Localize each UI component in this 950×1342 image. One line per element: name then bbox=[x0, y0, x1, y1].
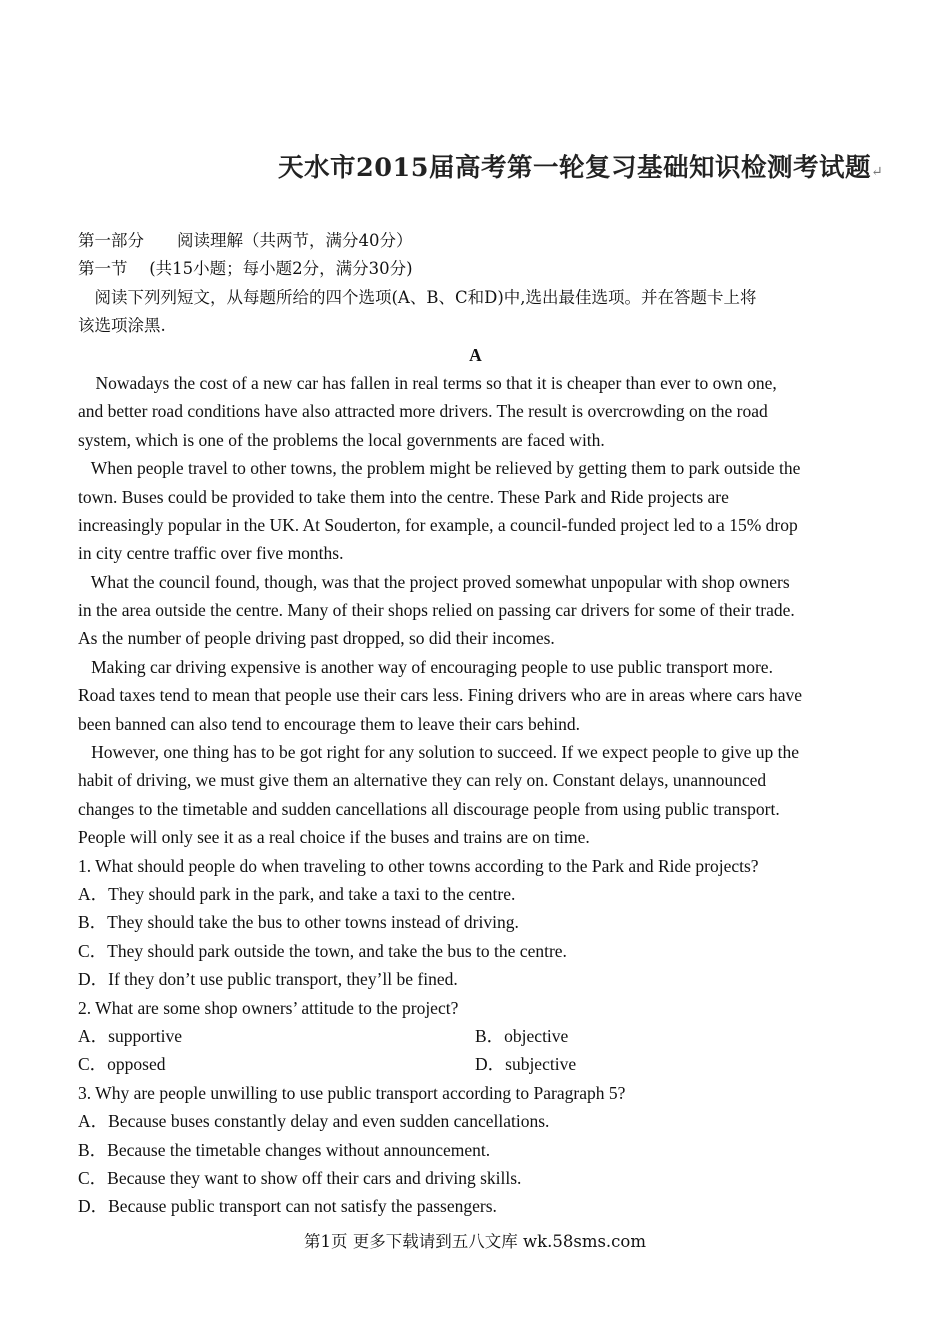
option-d: D．Because public transport can not satisfy the passengers. bbox=[78, 1196, 497, 1217]
passage-line: in the area outside the centre. Many of their shops relied on passing car drivers for some of their trade. bbox=[78, 600, 795, 621]
passage-line: People will only see it as a real choice if the buses and trains are on time. bbox=[78, 827, 590, 848]
question-text: 1. What should people do when traveling to other towns according to the Park and Ride projects? bbox=[78, 855, 759, 876]
option-a: A．They should park in the park, and take a taxi to the centre. bbox=[78, 883, 516, 904]
question-1 bbox=[78, 852, 873, 994]
document-body bbox=[78, 227, 873, 1221]
option-c: C．Because they want to show off their cars and driving skills. bbox=[78, 1167, 522, 1188]
option-b: B．objective bbox=[475, 1025, 569, 1046]
passage-line: However, one thing has to be got right for any solution to succeed. If we expect people to give up the bbox=[78, 742, 799, 763]
question-text: 2. What are some shop owners’ attitude to the project? bbox=[78, 997, 459, 1018]
passage-line: When people travel to other towns, the problem might be relieved by getting them to park outside the bbox=[78, 458, 801, 479]
passage-line: in city centre traffic over five months. bbox=[78, 543, 344, 564]
page-footer: 第1页 更多下载请到五八文库 wk.58sms.com bbox=[304, 1232, 646, 1251]
passage-line: system, which is one of the problems the local governments are faced with. bbox=[78, 429, 605, 450]
passage-line: changes to the timetable and sudden cancellations all discourage people from using public transport. bbox=[78, 798, 780, 819]
option-d: D．subjective bbox=[475, 1054, 577, 1075]
option-row bbox=[78, 1050, 873, 1078]
passage-label: A bbox=[469, 344, 482, 365]
passage-line: increasingly popular in the UK. At Souderton, for example, a council-funded project led to a 15% drop bbox=[78, 514, 798, 535]
option-d: D．If they don’t use public transport, they’ll be fined. bbox=[78, 969, 458, 990]
passage-line: As the number of people driving past dropped, so did their incomes. bbox=[78, 628, 555, 649]
option-c: C．They should park outside the town, and take the bus to the centre. bbox=[78, 940, 567, 961]
passage bbox=[78, 369, 873, 852]
section-heading: 第一节 (共15小题；每小题2分，满分30分) bbox=[78, 259, 413, 279]
passage-line: habit of driving, we must give them an alternative they can rely on. Constant delays, unannounced bbox=[78, 770, 767, 791]
option-b: B．They should take the bus to other towns instead of driving. bbox=[78, 912, 519, 933]
option-c: C．opposed bbox=[78, 1054, 166, 1075]
passage-line: What the council found, though, was that the project proved somewhat unpopular with shop owners bbox=[78, 571, 790, 592]
instruction-line-1: 阅读下列列短文，从每题所给的四个选项(A、B、C和D)中,选出最佳选项。并在答题卡上将 bbox=[78, 287, 757, 307]
question-3 bbox=[78, 1079, 873, 1221]
passage-line: and better road conditions have also attracted more drivers. The result is overcrowding on the road bbox=[78, 401, 768, 422]
instruction-line-2: 该选项涂黑. bbox=[78, 316, 166, 336]
question-2 bbox=[78, 994, 873, 1079]
option-b: B．Because the timetable changes without announcement. bbox=[78, 1139, 491, 1160]
passage-line: Nowadays the cost of a new car has fallen in real terms so that it is cheaper than ever to own one, bbox=[78, 372, 777, 393]
part-heading: 第一部分 阅读理解（共两节，满分40分） bbox=[78, 231, 413, 250]
paragraph-mark: ↵ bbox=[870, 164, 883, 180]
option-a: A．supportive bbox=[78, 1025, 183, 1046]
question-text: 3. Why are people unwilling to use public transport according to Paragraph 5? bbox=[78, 1082, 626, 1103]
option-a: A．Because buses constantly delay and even sudden cancellations. bbox=[78, 1111, 550, 1132]
passage-line: town. Buses could be provided to take them into the centre. These Park and Ride projects are bbox=[78, 486, 729, 507]
document-title-text: 天水市2015届高考第一轮复习基础知识检测考试题 bbox=[278, 153, 871, 183]
document-title bbox=[278, 148, 883, 184]
option-row bbox=[78, 1022, 873, 1050]
passage-line: been banned can also tend to encourage them to leave their cars behind. bbox=[78, 713, 580, 734]
passage-line: Road taxes tend to mean that people use their cars less. Fining drivers who are in areas where cars have bbox=[78, 685, 803, 706]
passage-line: Making car driving expensive is another way of encouraging people to use public transport more. bbox=[78, 656, 773, 677]
